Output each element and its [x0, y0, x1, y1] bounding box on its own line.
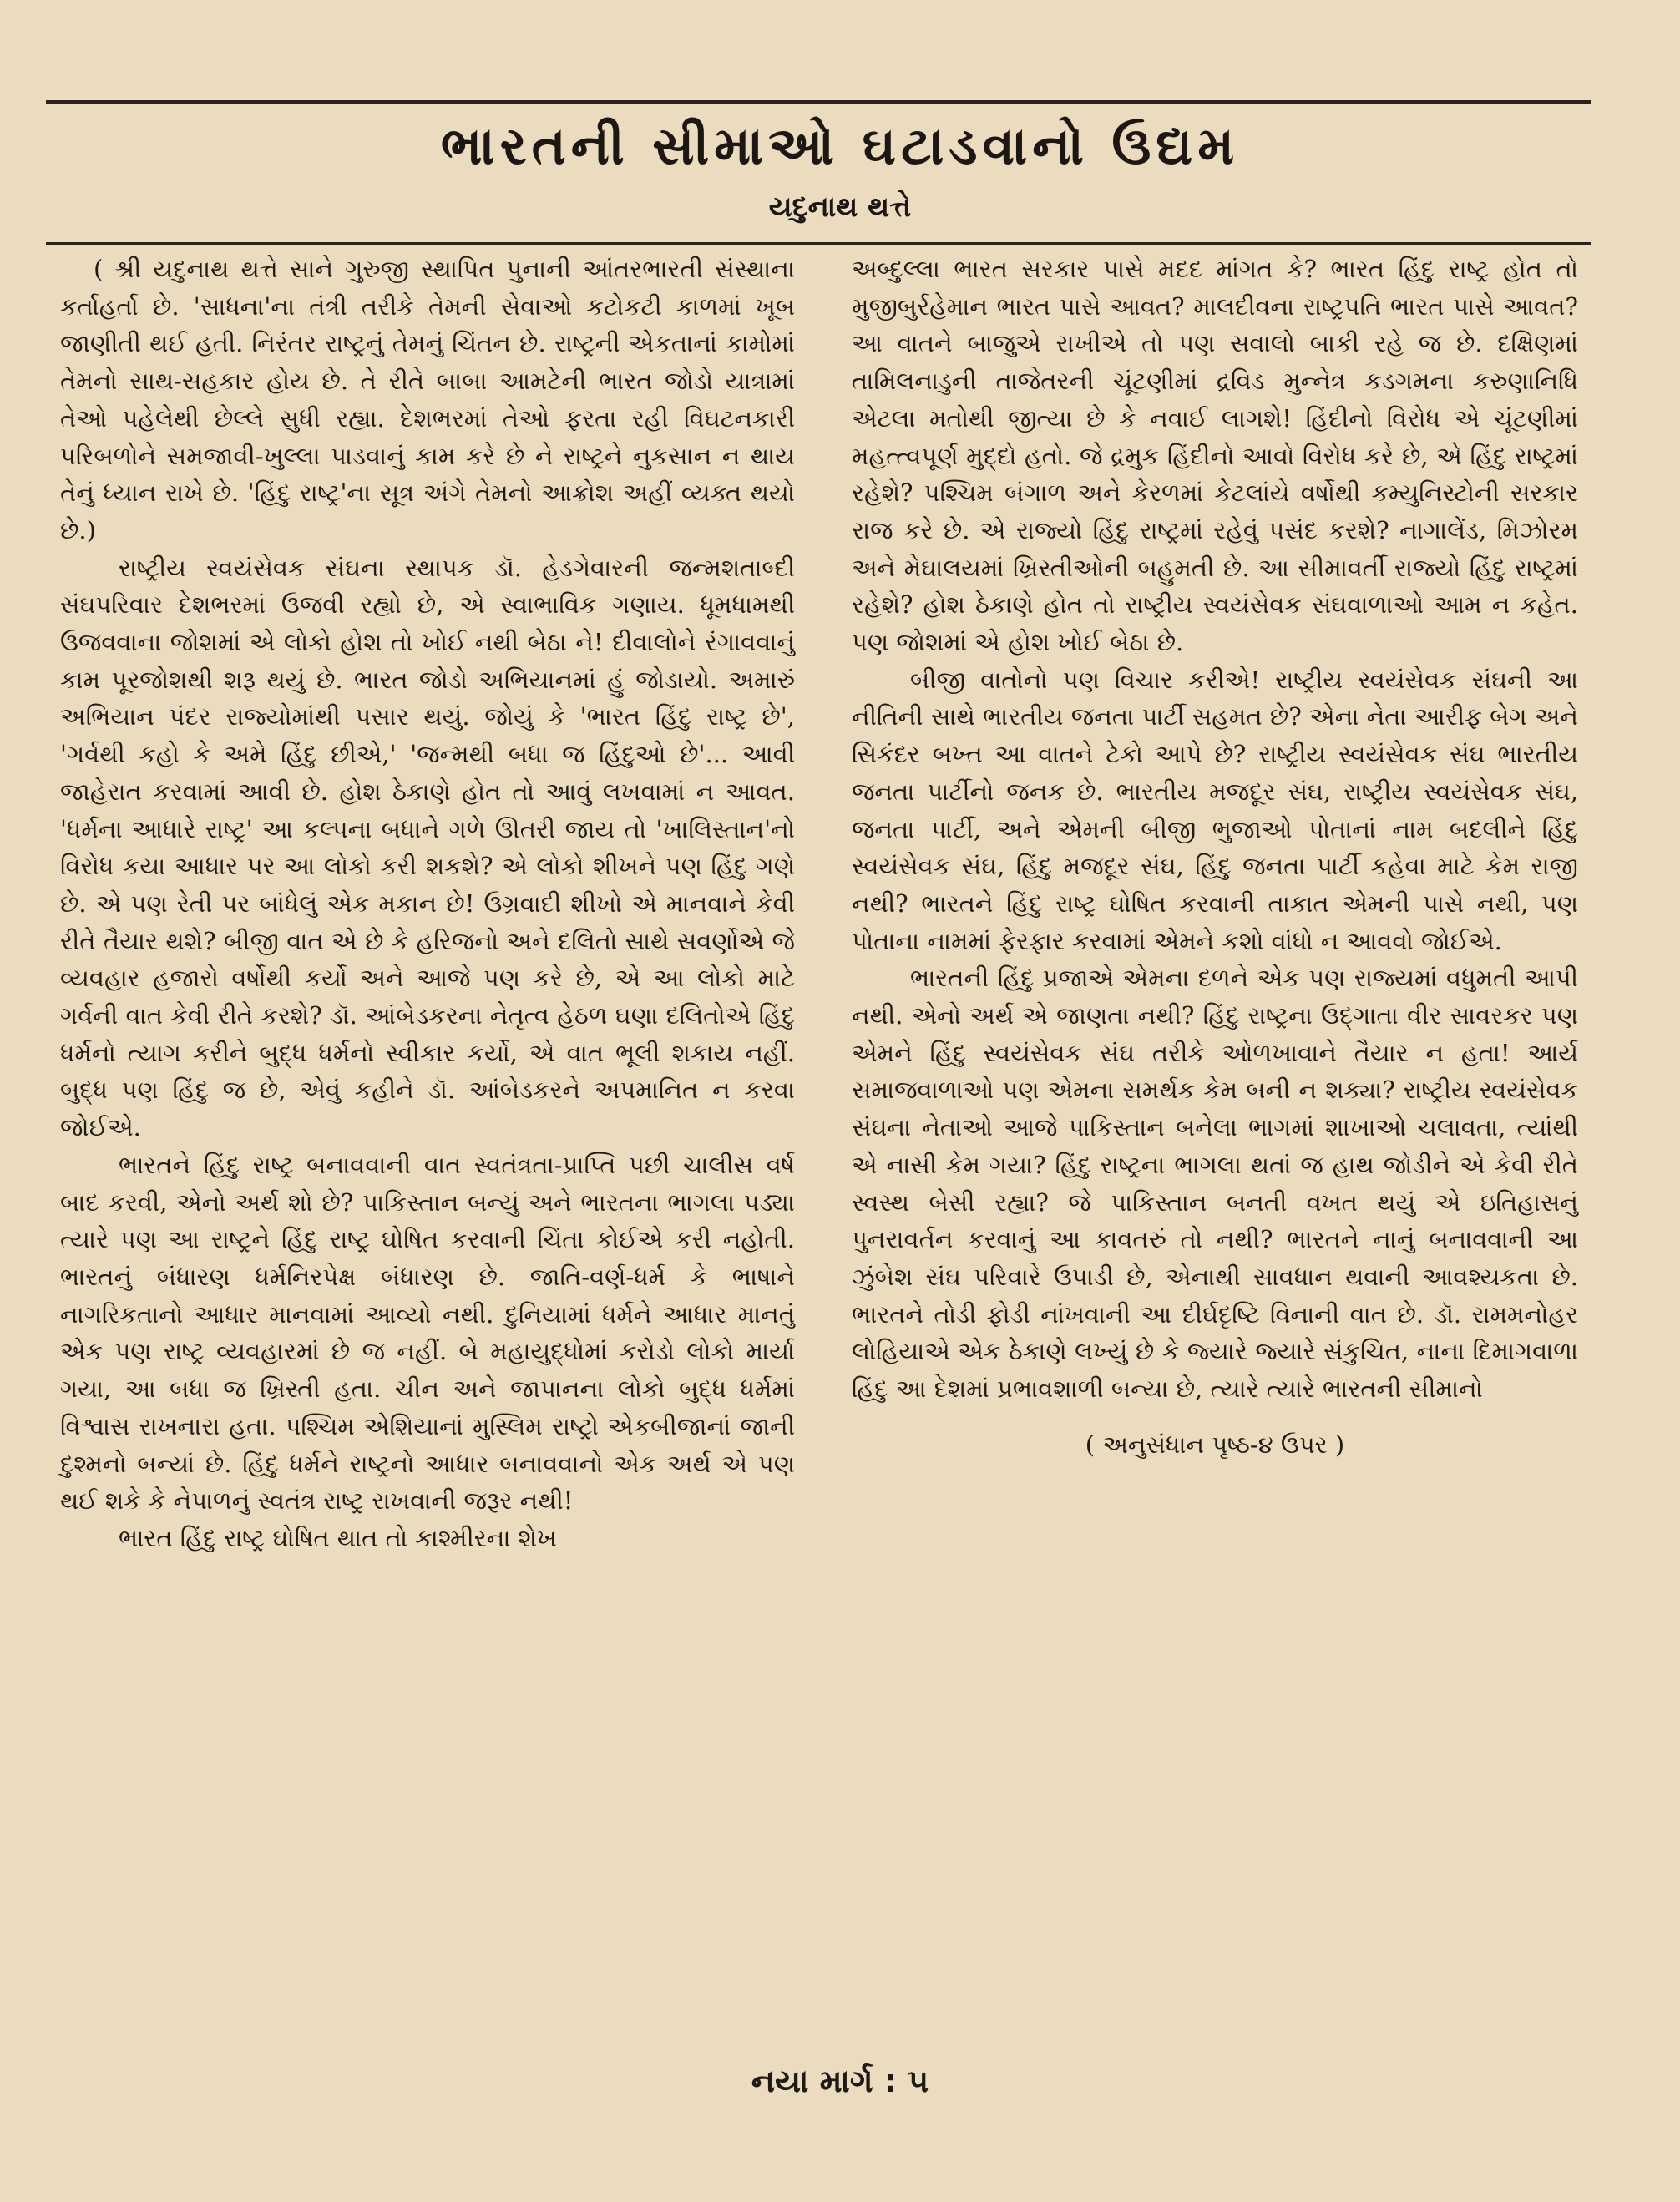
paragraph: અબ્દુલ્લા ભારત સરકાર પાસે મદદ માંગત કે? ભારત હિંદુ રાષ્ટ્ર હોત તો મુજીબુર્રહેમાન ભારત પાસે આવત? માલદીવના રાષ્ટ્રપતિ ભારત પાસે આવત? આ વાતને બાજુએ રાખીએ તો પણ સવાલો બાકી રહે જ છે. દક્ષિણમાં તામિલનાડુની તાજેતરની ચૂંટણીમાં દ્રવિડ મુન્નેત્ર કડગમના કરુણાનિધિ એટલા મતોથી જીત્યા છે કે નવાઈ લાગશે! હિંદીનો વિરોધ એ ચૂંટણીમાં મહત્ત્વપૂર્ણ મુદ્દો હતો. જે દ્રમુક હિંદીનો આવો વિરોધ કરે છે, એ હિંદુ રાષ્ટ્રમાં રહેશે? પશ્ચિમ બંગાળ અને કેરળમાં કેટલાંયે વર્ષોથી કમ્યુનિસ્ટોની સરકાર રાજ કરે છે. એ રાજ્યો હિંદુ રાષ્ટ્રમાં રહેવું પસંદ કરશે? નાગાલેંડ, મિઝોરમ અને મેઘાલયમાં ખ્રિસ્તીઓની બહુમતી છે. આ સીમાવર્તી રાજ્યો હિંદુ રાષ્ટ્રમાં રહેશે? હોશ ઠેકાણે હોત તો રાષ્ટ્રીય સ્વયંસેવક સંઘવાળાઓ આમ ન કહેત. પણ જોશમાં એ હોશ ખોઈ બેઠા છે.: [852, 255, 1578, 657]
editor-note: ( શ્રી યદુનાથ થત્તે સાને ગુરુજી સ્થાપિત પુનાની આંતરભારતી સંસ્થાના કર્તાહર્તા છે. 'સાધના'ના તંત્રી તરીકે તેમની સેવાઓ કટોકટી કાળમાં ખૂબ જાણીતી થઈ હતી. નિરંતર રાષ્ટ્રનું તેમનું ચિંતન છે. રાષ્ટ્રની એકતાનાં કામોમાં તેમનો સાથ-સહકાર હોય છે. તે રીતે બાબા આમટેની ભારત જોડો યાત્રામાં તેઓ પહેલેથી છેલ્લે સુધી રહ્યા. દેશભરમાં તેઓ ફરતા રહી વિઘટનકારી પરિબળોને સમજાવી-ખુલ્લા પાડવાનું કામ કરે છે ને રાષ્ટ્રને નુકસાન ન થાય તેનું ધ્યાન રાખે છે. 'હિંદુ રાષ્ટ્ર'ના સૂત્ર અંગે તેમનો આક્રોશ અહીં વ્યક્ત થયો છે.): [60, 255, 795, 544]
article-author: યદુનાથ થત્તે: [768, 190, 912, 224]
page-footer: નયા માર્ગ : ૫: [751, 2063, 929, 2099]
left-column: [60, 251, 795, 1557]
paragraph: ભારતની હિંદુ પ્રજાએ એમના દળને એક પણ રાજ્યમાં વધુમતી આપી નથી. એનો અર્થ એ જાણતા નથી? હિંદુ રાષ્ટ્રના ઉદ્ગાતા વીર સાવરકર પણ એમને હિંદુ સ્વયંસેવક સંઘ તરીકે ઓળખાવાને તૈયાર ન હતા! આર્ય સમાજવાળાઓ પણ એમના સમર્થક કેમ બની ન શક્યા? રાષ્ટ્રીય સ્વયંસેવક સંઘના નેતાઓ આજે પાકિસ્તાન બનેલા ભાગમાં શાખાઓ ચલાવતા, ત્યાંથી એ નાસી કેમ ગયા? હિંદુ રાષ્ટ્રના ભાગલા થતાં જ હાથ જોડીને એ કેવી રીતે સ્વસ્થ બેસી રહ્યા? જે પાકિસ્તાન બનતી વખત થયું એ ઇતિહાસનું પુનરાવર્તન કરવાનું આ કાવતરું તો નથી? ભારતને નાનું બનાવવાની આ ઝુંબેશ સંઘ પરિવારે ઉપાડી છે, એનાથી સાવધાન થવાની આવશ્યકતા છે. ભારતને તોડી ફોડી નાંખવાની આ દીર્ઘદૃષ્ટિ વિનાની વાત છે. ડૉ. રામમનોહર લોહિયાએ એક ઠેકાણે લખ્યું છે કે જ્યારે જ્યારે સંકુચિત, નાના દિમાગવાળા હિંદુ આ દેશમાં પ્રભાવશાળી બન્યા છે, ત્યારે ત્યારે ભારતની સીમાનો: [852, 964, 1578, 1404]
right-column: [852, 251, 1578, 1464]
paragraph: રાષ્ટ્રીય સ્વયંસેવક સંઘના સ્થાપક ડૉ. હેડગેવારની જન્મશતાબ્દી સંઘપરિવાર દેશભરમાં ઉજવી રહ્યો છે, એ સ્વાભાવિક ગણાય. ધૂમધામથી ઉજવવાના જોશમાં એ લોકો હોશ તો ખોઈ નથી બેઠા ને! દીવાલોને રંગાવવાનું કામ પૂરજોશથી શરૂ થયું છે. ભારત જોડો અભિયાનમાં હું જોડાયો. અમારું અભિયાન પંદર રાજ્યોમાંથી પસાર થયું. જોયું કે 'ભારત હિંદુ રાષ્ટ્ર છે', 'ગર્વથી કહો કે અમે હિંદુ છીએ,' 'જન્મથી બધા જ હિંદુઓ છે'... આવી જાહેરાત કરવામાં આવી છે. હોશ ઠેકાણે હોત તો આવું લખવામાં ન આવત. 'ધર્મના આધારે રાષ્ટ્ર' આ કલ્પના બધાને ગળે ઊતરી જાય તો 'ખાલિસ્તાન'નો વિરોધ કયા આધાર પર આ લોકો કરી શકશે? એ લોકો શીખને પણ હિંદુ ગણે છે. એ પણ રેતી પર બાંધેલું એક મકાન છે! ઉગ્રવાદી શીખો એ માનવાને કેવી રીતે તૈયાર થશે? બીજી વાત એ છે કે હરિજનો અને દલિતો સાથે સવર્ણોએ જે વ્યવહાર હજારો વર્ષોથી કર્યો અને આજે પણ કરે છે, એ આ લોકો માટે ગર્વની વાત કેવી રીતે કરશે? ડૉ. આંબેડકરના નેતૃત્વ હેઠળ ઘણા દલિતોએ હિંદુ ધર્મનો ત્યાગ કરીને બુદ્ધ ધર્મનો સ્વીકાર કર્યો, એ વાત ભૂલી શકાય નહીં. બુદ્ધ પણ હિંદુ જ છે, એવું કહીને ડૉ. આંબેડકરને અપમાનિત ન કરવા જોઈએ.: [60, 553, 795, 1142]
article-title: ભારતની સીમાઓ ઘટાડવાનો ઉદ્યમ: [440, 115, 1240, 176]
title-rule: [46, 242, 1591, 245]
paragraph: ભારતને હિંદુ રાષ્ટ્ર બનાવવાની વાત સ્વતંત્રતા-પ્રાપ્તિ પછી ચાલીસ વર્ષ બાદ કરવી, એનો અર્થ શો છે? પાકિસ્તાન બન્યું અને ભારતના ભાગલા પડ્યા ત્યારે પણ આ રાષ્ટ્રને હિંદુ રાષ્ટ્ર ઘોષિત કરવાની ચિંતા કોઈએ કરી નહોતી. ભારતનું બંધારણ ધર્મનિરપેક્ષ બંધારણ છે. જાતિ-વર્ણ-ધર્મ કે ભાષાને નાગરિકતાનો આધાર માનવામાં આવ્યો નથી. દુનિયામાં ધર્મને આધાર માનતું એક પણ રાષ્ટ્ર વ્યવહારમાં છે જ નહીં. બે મહાયુદ્ધોમાં કરોડો લોકો માર્યા ગયા, આ બધા જ ખ્રિસ્તી હતા. ચીન અને જાપાનના લોકો બુદ્ધ ધર્મમાં વિશ્વાસ રાખનારા હતા. પશ્ચિમ એશિયાનાં મુસ્લિમ રાષ્ટ્રો એકબીજાનાં જાની દુશ્મનો બન્યાં છે. હિંદુ ધર્મને રાષ્ટ્રનો આધાર બનાવવાનો એક અર્થ એ પણ થઈ શકે કે નેપાળનું સ્વતંત્ર રાષ્ટ્ર રાખવાની જરૂર નથી!: [60, 1150, 795, 1516]
paragraph: બીજી વાતોનો પણ વિચાર કરીએ! રાષ્ટ્રીય સ્વયંસેવક સંઘની આ નીતિની સાથે ભારતીય જનતા પાર્ટી સહમત છે? એના નેતા આરીફ બેગ અને સિકંદર બખ્ત આ વાતને ટેકો આપે છે? રાષ્ટ્રીય સ્વયંસેવક સંઘ ભારતીય જનતા પાર્ટીનો જનક છે. ભારતીય મજદૂર સંઘ, રાષ્ટ્રીય સ્વયંસેવક સંઘ, જનતા પાર્ટી, અને એમની બીજી ભુજાઓ પોતાનાં નામ બદલીને હિંદુ સ્વયંસેવક સંઘ, હિંદુ મજદૂર સંઘ, હિંદુ જનતા પાર્ટી કહેવા માટે કેમ રાજી નથી? ભારતને હિંદુ રાષ્ટ્ર ઘોષિત કરવાની તાકાત એમની પાસે નથી, પણ પોતાના નામમાં ફેરફાર કરવામાં એમને કશો વાંધો ન આવવો જોઈએ.: [852, 665, 1578, 955]
top-rule: [46, 100, 1591, 104]
continued-note: ( અનુસંધાન પૃષ્ઠ-૪ ઉપર ): [1085, 1430, 1345, 1459]
paragraph: ભારત હિંદુ રાષ્ટ્ર ઘોષિત થાત તો કાશ્મીરના શેખ: [119, 1523, 557, 1552]
